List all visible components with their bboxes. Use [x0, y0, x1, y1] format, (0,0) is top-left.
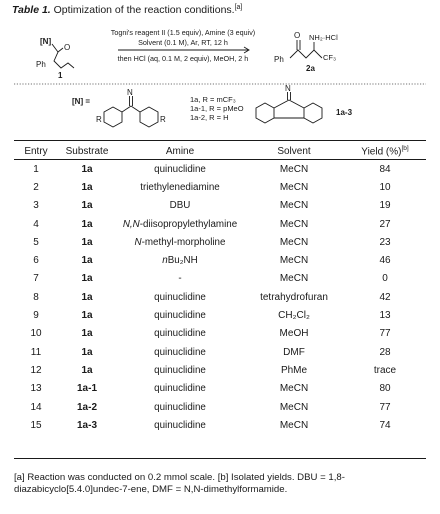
amine-italic-prefix: n — [162, 255, 168, 267]
caption-label: Table 1. — [12, 4, 51, 16]
product-carbonyl — [297, 40, 300, 50]
entry-cell: 9 — [33, 310, 39, 322]
amine-cell: quinuclidine — [154, 401, 206, 413]
yield-cell: 0 — [382, 273, 388, 285]
reaction-scheme — [0, 0, 440, 140]
entry-cell: 4 — [33, 218, 39, 230]
variant-1a-1: 1a-1, R = pMeO — [190, 104, 244, 113]
substrate-cell: 1a — [81, 200, 93, 212]
substrate-cell: 1a — [81, 328, 93, 340]
solvent-cell: MeOH — [279, 328, 309, 340]
product-amine-label: NH₂·HCl — [309, 33, 338, 42]
solvent-cell: MeCN — [279, 218, 309, 230]
table-row — [14, 270, 426, 288]
legend-group-label: [N] = — [72, 97, 90, 106]
amine-name: Bu₂NH — [167, 255, 198, 267]
yield-cell: 19 — [379, 200, 391, 212]
header-entry: Entry — [24, 145, 48, 157]
imine-r-left: R — [96, 115, 102, 124]
product-phenyl-label: Ph — [274, 55, 284, 64]
variant-1a: 1a, R = mCF₃ — [190, 95, 236, 104]
header-yield-note: [b] — [401, 144, 409, 152]
yield-cell: 80 — [379, 383, 391, 395]
product-skeleton — [290, 50, 322, 58]
substrate-cell: 1a — [81, 255, 93, 267]
entry-cell: 1 — [33, 163, 39, 175]
substrate-cell: 1a — [81, 236, 93, 248]
solvent-cell: MeCN — [279, 236, 309, 248]
imine-r-right: R — [160, 115, 166, 124]
solvent-cell: MeCN — [279, 419, 309, 431]
yield-cell: 77 — [379, 401, 391, 413]
entry-cell: 10 — [30, 328, 42, 340]
amine-cell: quinuclidine — [154, 291, 206, 303]
amine-cell — [116, 233, 244, 251]
imine-right-ring — [140, 107, 158, 127]
table-row — [14, 343, 426, 361]
substrate-cell: 1a — [81, 163, 93, 175]
reactant-phenyl-label: Ph — [36, 60, 46, 69]
substrate-cell: 1a — [81, 364, 93, 376]
amine-cell: triethylenediamine — [140, 181, 220, 193]
caption-footnote-mark: [a] — [234, 4, 243, 11]
solvent-cell: CH₂Cl₂ — [278, 310, 310, 322]
fluorenyl-double-bond — [288, 92, 291, 100]
header-amine: Amine — [165, 145, 195, 157]
table-row — [14, 288, 426, 306]
imine-structure — [104, 96, 158, 127]
condition-line-2: Solvent (0.1 M), Ar, RT, 12 h — [138, 38, 228, 47]
reactant-skeleton — [52, 44, 74, 68]
amine-italic-prefix: N — [134, 236, 142, 248]
imine-left-ring — [104, 107, 122, 127]
table-row — [14, 251, 426, 269]
solvent-cell: MeCN — [279, 181, 309, 193]
substrate-cell: 1a-3 — [76, 419, 97, 431]
yield-cell: 13 — [379, 310, 391, 322]
table-row — [14, 233, 426, 251]
reactant-structure — [52, 44, 74, 68]
results-table — [14, 142, 426, 434]
solvent-cell: MeCN — [279, 255, 309, 267]
entry-cell: 11 — [30, 346, 42, 358]
fluorenyl-structure — [256, 92, 322, 123]
substrate-cell: 1a — [81, 310, 93, 322]
table-row — [14, 178, 426, 196]
amine-cell: quinuclidine — [154, 163, 206, 175]
table-bottom-rule — [14, 458, 426, 459]
table-footnote: [a] Reaction was conducted on 0.2 mmol scale. [b] Isolated yields. DBU = 1,8-diazabicyclo[5.4.0]undec-7-ene, DMF = N,N-dimethylformamide. — [14, 472, 345, 495]
entry-cell: 8 — [33, 291, 39, 303]
solvent-cell: DMF — [283, 346, 305, 358]
amine-cell: quinuclidine — [154, 310, 206, 322]
entry-cell: 13 — [30, 383, 42, 395]
amine-cell: quinuclidine — [154, 328, 206, 340]
imine-nitrogen-label: N — [127, 88, 133, 97]
table-row — [14, 325, 426, 343]
entry-cell: 3 — [33, 200, 39, 212]
solvent-cell: MeCN — [279, 273, 309, 285]
table-row — [14, 160, 426, 178]
fluorenyl-nitrogen-label: N — [285, 84, 291, 93]
yield-cell: 42 — [379, 291, 391, 303]
table-row — [14, 398, 426, 416]
reactant-oxygen-label: O — [64, 43, 71, 52]
imine-double-bond — [130, 96, 133, 106]
amine-italic-prefix: N,N — [122, 218, 140, 230]
yield-cell: trace — [373, 364, 397, 376]
entry-cell: 6 — [33, 255, 39, 267]
fluorenyl-bridge-top — [274, 100, 304, 108]
entry-cell: 15 — [30, 419, 42, 431]
reactant-number: 1 — [58, 71, 63, 80]
entry-cell: 7 — [33, 273, 39, 285]
amine-cell: - — [178, 273, 182, 285]
substrate-cell: 1a — [81, 218, 93, 230]
substrate-cell: 1a — [81, 181, 93, 193]
reactant-group-label: [N] — [40, 37, 52, 46]
table-row — [14, 215, 426, 233]
header-yield-label: Yield (%) — [361, 146, 402, 158]
table-header-row — [14, 142, 426, 160]
variant-1a-3: 1a-3 — [336, 108, 353, 117]
product-oxygen-label: O — [294, 31, 301, 40]
caption-title: Optimization of the reaction conditions. — [53, 4, 235, 16]
amine-cell: quinuclidine — [154, 364, 206, 376]
yield-cell: 23 — [379, 236, 391, 248]
yield-cell: 77 — [379, 328, 391, 340]
substrate-cell: 1a — [81, 346, 93, 358]
imine-bridge — [122, 106, 140, 112]
amine-name: -methyl-morpholine — [141, 236, 226, 248]
table-row — [14, 380, 426, 398]
amine-cell: DBU — [169, 200, 191, 212]
fluorenyl-left-ring — [256, 103, 274, 123]
solvent-cell: MeCN — [279, 163, 309, 175]
header-yield — [344, 142, 426, 160]
product-structure — [290, 40, 322, 58]
entry-cell: 5 — [33, 236, 39, 248]
table-row — [14, 416, 426, 434]
yield-cell: 27 — [379, 218, 391, 230]
amine-cell — [116, 215, 244, 233]
entry-cell: 2 — [33, 181, 39, 193]
solvent-cell: tetrahydrofuran — [260, 291, 328, 303]
reactant-o-bond — [58, 48, 63, 52]
product-cf3-label: CF₃ — [323, 53, 337, 62]
substrate-cell: 1a-2 — [76, 401, 97, 413]
solvent-cell: MeCN — [279, 383, 309, 395]
substrate-cell: 1a-1 — [76, 383, 97, 395]
entry-cell: 12 — [30, 364, 42, 376]
table-row — [14, 197, 426, 215]
condition-line-3: then HCl (aq, 0.1 M, 2 equiv), MeOH, 2 h — [117, 54, 249, 63]
product-number: 2a — [306, 64, 315, 73]
yield-cell: 84 — [379, 163, 391, 175]
solvent-cell: MeCN — [279, 200, 309, 212]
table-top-rule — [14, 140, 426, 141]
table-row — [14, 361, 426, 379]
solvent-cell: MeCN — [279, 401, 309, 413]
fluorenyl-right-ring — [304, 103, 322, 123]
yield-cell: 28 — [379, 346, 391, 358]
amine-cell: quinuclidine — [154, 346, 206, 358]
substrate-cell: 1a — [81, 273, 93, 285]
condition-line-1: Togni's reagent II (1.5 equiv), Amine (3 equiv) — [110, 28, 256, 37]
amine-name: -diisopropylethylamine — [139, 218, 238, 230]
yield-cell: 46 — [379, 255, 391, 267]
solvent-cell: PhMe — [280, 364, 308, 376]
variant-1a-2: 1a-2, R = H — [190, 113, 229, 122]
substrate-cell: 1a — [81, 291, 93, 303]
entry-cell: 14 — [30, 401, 42, 413]
amine-cell: quinuclidine — [154, 419, 206, 431]
amine-cell — [116, 251, 244, 269]
amine-cell: quinuclidine — [154, 383, 206, 395]
header-solvent: Solvent — [277, 145, 311, 157]
header-substrate: Substrate — [65, 145, 109, 157]
table-row — [14, 306, 426, 324]
yield-cell: 10 — [379, 181, 391, 193]
yield-cell: 74 — [379, 419, 391, 431]
